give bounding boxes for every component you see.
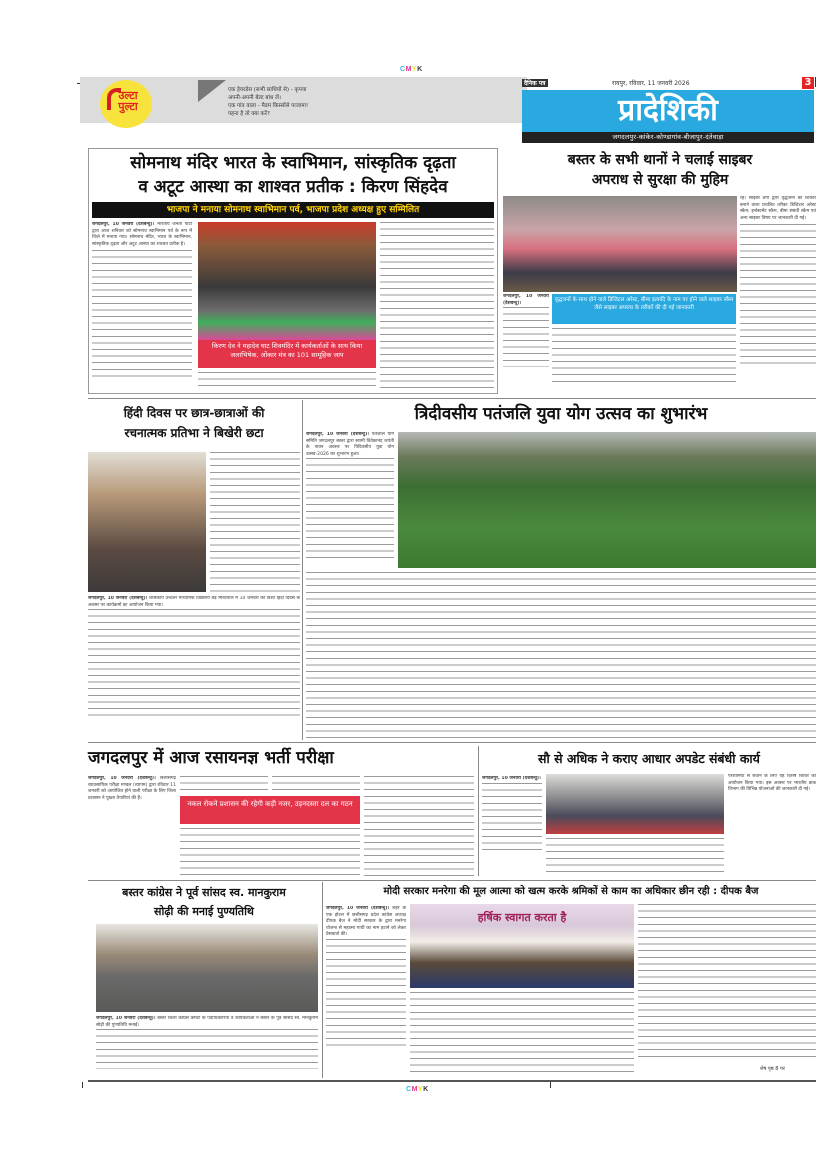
cmyk-m: M xyxy=(405,66,412,73)
cyber-dateline: जगदलपुर, 10 जनवरी (देशबन्धु)। xyxy=(503,294,549,306)
joke-line: पहना है तो क्या करें? xyxy=(228,111,270,117)
mgnrega-dateline: जगदलपुर, 10 जनवरी (देशबन्धु)। xyxy=(326,906,390,911)
exam-body xyxy=(88,776,176,876)
hindi-diwas-headline xyxy=(88,403,300,443)
page-number: 3 xyxy=(802,77,814,89)
divider xyxy=(478,746,479,876)
yoga-body-bottom xyxy=(306,572,816,740)
congress-headline xyxy=(88,883,320,921)
joke-box xyxy=(228,86,448,118)
aadhaar-dateline: जगदलपुर, 10 जनवरी (देशबन्धु)। xyxy=(482,776,541,781)
crop-mark xyxy=(82,1082,83,1088)
mgnrega-body-text: शहर के एक होटल में छत्तीसगढ़ प्रदेश कांग्रेस अध्यक्ष दीपक बैज ने मोदी सरकार के द्वारा मनरेगा योजना से महात्मा गांधी का नाम हटाने को लेकर प्रेसवार्ता की। xyxy=(326,906,406,938)
cyber-body-right xyxy=(740,196,816,381)
joke-line: एक गांव वाला - मैडम किस्सोंसे पाजामा! xyxy=(228,103,309,109)
aadhaar-body-bottom xyxy=(546,838,724,876)
crop-mark xyxy=(815,77,816,87)
divider xyxy=(88,742,816,743)
aadhaar-body-text: परेशानियों से बचाने के लिए यह विशेष शिविर का आयोजन किया गया। इस अवसर पर भारतीय डाक विभाग की विभिन्न योजनाओं की जानकारी दी गई। xyxy=(728,774,816,793)
mgnrega-photo-banner: हर्षिक स्वागत करता है xyxy=(477,911,567,924)
somnath-headline-line2: व अटूट आस्था का शाश्वत प्रतीक : किरण सिंहदेव xyxy=(138,177,448,197)
hindi-diwas-headline-line1: हिंदी दिवस पर छात्र-छात्राओं की xyxy=(123,406,265,420)
aadhaar-headline: सौ से अधिक ने कराए आधार अपडेट संबंधी कार्य xyxy=(538,751,760,766)
body-text-lines xyxy=(482,783,542,853)
cyber-headline-line1: बस्तर के सभी थानों ने चलाई साइबर xyxy=(567,152,753,168)
cyber-headline xyxy=(502,150,818,190)
congress-body-text: बस्तर जिला कांग्रेस कमेटी के पदाधिकारियों व कार्यकर्ताओं ने बस्तर के पूर्व सांसद स्व. मानकुराम सोढ़ी की पुण्यतिथि मनाई। xyxy=(96,1016,318,1028)
exam-body-col3 xyxy=(272,776,360,794)
paper-name: दैनिक पत्र xyxy=(524,80,546,87)
cmyk-mark-bottom xyxy=(406,1086,429,1093)
cmyk-c: C xyxy=(400,66,406,73)
cyber-photo xyxy=(503,196,737,292)
cyber-body-text: रहे। साइबर ठगों द्वारा वृद्धजनों को शिकार बनाने वाला प्रचलित तरीका डिजिटल अरेस्ट स्कैम, इन्वेस्टमेंट स्कैम, बीमा संबंधी स्कैम एवं अन्य साइबर विषय पर जानकारी दी गई। xyxy=(740,196,816,221)
joke-line: अपनी-अपनी बेल्ट बांध लें। xyxy=(228,95,281,101)
cmyk-k: K xyxy=(423,1086,429,1093)
congress-photo xyxy=(96,924,318,1012)
section-title: प्रादेशिकी xyxy=(522,90,814,132)
congress-headline-line1: बस्तर कांग्रेस ने पूर्व सांसद स्व. मानकुराम xyxy=(122,886,286,899)
yoga-body xyxy=(306,432,394,568)
somnath-body xyxy=(92,222,192,392)
mgnrega-headline: मोदी सरकार मनरेगा की मूल आत्मा को खत्म करके श्रमिकों से काम का अधिकार छीन रही : दीपक बैज xyxy=(383,886,759,897)
aadhaar-photo xyxy=(546,774,724,834)
somnath-subheadline: भाजपा ने मनाया सोमनाथ स्वाभिमान पर्व, भाजपा प्रदेश अध्यक्ष हुए सम्मिलित xyxy=(92,202,494,218)
divider xyxy=(302,400,303,740)
cmyk-y: Y xyxy=(411,66,418,73)
somnath-dateline: जगदलपुर, 10 जनवरी (देशबन्धु)। xyxy=(92,222,155,227)
logo-text: उल्टा पुल्टा xyxy=(118,89,138,113)
cmyk-y: Y xyxy=(417,1086,424,1093)
aadhaar-body-right xyxy=(728,774,816,876)
hindi-diwas-dateline: जगदलपुर, 10 जनवरी (देशबन्धु)। xyxy=(88,596,148,601)
mgnrega-photo xyxy=(410,904,634,988)
somnath-body-text: भारतीय जनता पार्टी द्वारा आज शनिवार को सोमनाथ स्वाभिमान पर्व के रूप में जिले में मनाया गया। सोमनाथ मंदिर, भारत के स्वाभिमान, सांस्कृतिक दृढ़ता और अटूट आस्था का शाश्वत प्रतीक है। xyxy=(92,222,192,247)
hindi-diwas-photo xyxy=(88,452,206,592)
yoga-photo xyxy=(398,432,816,568)
cyber-body-bottom xyxy=(552,328,736,384)
cmyk-m: M xyxy=(411,1086,418,1093)
somnath-body-cont xyxy=(198,372,376,392)
yoga-dateline: जगदलपुर, 10 जनवरी (देशबन्धु)। xyxy=(306,432,369,437)
body-text-lines xyxy=(88,609,300,719)
somnath-headline xyxy=(92,151,494,199)
mgnrega-body-bottom xyxy=(410,992,634,1078)
somnath-photo-caption: किरण देव ने महादेव घाट शिवमंदिर में कार्यकर्ताओं के साथ किया जलाभिषेक, ओंकार मंत्र का 101 सामूहिक जाप xyxy=(198,340,376,368)
body-text-lines xyxy=(96,1029,318,1069)
hindi-diwas-body-col2 xyxy=(210,452,300,592)
exam-body-col2 xyxy=(180,776,268,794)
exam-body-col2-bottom xyxy=(180,828,360,876)
exam-body-col4 xyxy=(364,776,474,876)
cmyk-c: C xyxy=(406,1086,412,1093)
hindi-diwas-headline-line2: रचनात्मक प्रतिभा ने बिखेरी छटा xyxy=(124,426,264,440)
body-text-lines xyxy=(326,939,406,1049)
mgnrega-body-right xyxy=(638,904,816,1060)
bottom-rule xyxy=(88,1080,816,1082)
cities-strip: जगदलपुर-कांकेर-कोण्डागांव-बीजापुर-दंतेवाड़ा xyxy=(522,132,814,143)
divider xyxy=(322,882,323,1078)
corner-triangle xyxy=(198,80,226,102)
exam-headline: जगदलपुर में आज रसायनज्ञ भर्ती परीक्षा xyxy=(88,748,334,768)
yoga-body-text: पतंजलि योग समिति जगदलपुर बस्तर द्वारा स्वामी विवेकानंद जयंती के पावन अवसर पर त्रिदिवसीय युवा योग उत्सव-2026 का शुभारंभ हुआ। xyxy=(306,432,394,457)
body-text-lines xyxy=(306,458,394,558)
exam-callout: नकल रोकने प्रशासन की रहेगी कड़ी नजर, उड़नदस्ता दल का गठन xyxy=(180,796,360,824)
cmyk-k: K xyxy=(417,66,423,73)
divider xyxy=(88,398,816,399)
cmyk-mark-top xyxy=(400,66,423,73)
somnath-headline-line1: सोमनाथ मंदिर भारत के स्वाभिमान, सांस्कृतिक दृढ़ता xyxy=(130,153,456,173)
hindi-diwas-body xyxy=(88,596,300,738)
exam-dateline: जगदलपुर, 10 जनवरी (देशबन्धु)। xyxy=(88,776,156,781)
congress-body xyxy=(96,1016,318,1076)
date-line: रायपुर, रविवार, 11 जनवरी 2026 xyxy=(612,80,690,87)
yoga-headline: त्रिदीवसीय पतंजलि युवा योग उत्सव का शुभारंभ xyxy=(414,404,708,424)
hindi-diwas-body-text: शासकीय उच्चतर माध्यमिक विद्यालय बड़े मोरठपाल में 10 जनवरी को विश्व हिंदी दिवस के अवसर पर कार्यक्रमों का आयोजन किया गया। xyxy=(88,596,300,608)
joke-line: एक हेयरडेस (सभी साथियों से) - कृपया xyxy=(228,87,307,93)
body-text-lines xyxy=(92,250,192,380)
somnath-photo xyxy=(198,222,376,340)
cyber-headline-line2: अपराध से सुरक्षा की मुहिम xyxy=(591,172,729,188)
body-text-lines xyxy=(740,224,816,364)
mgnrega-continued: शेष पृष्ठ 8 पर xyxy=(760,1066,785,1072)
congress-dateline: जगदलपुर, 10 जनवरी (देशबन्धु)। xyxy=(96,1016,156,1021)
crop-mark xyxy=(550,1082,551,1088)
cyber-highlight: वृद्धजनों के साथ होने वाले डिजिटल अरेस्ट, बीमा इत्यादि के नाम पर होने वाले साइबर स्कैम जैसे साइबर अपराध के तरीकों की दी गई जानकारी xyxy=(552,294,736,324)
somnath-body-col3 xyxy=(380,222,494,392)
cyber-body-left xyxy=(503,294,549,384)
mgnrega-body xyxy=(326,906,406,1076)
masthead-top xyxy=(522,77,814,89)
congress-headline-line2: सोढ़ी की मनाई पुण्यतिथि xyxy=(154,905,254,918)
aadhaar-body xyxy=(482,776,542,876)
body-text-lines xyxy=(503,307,549,367)
exam-body-text: छत्तीसगढ़ व्यावसायिक परीक्षा मण्डल (व्यापम) द्वारा रविवार 11 जनवरी को आयोजित होने वाली परीक्षा के लिए जिला प्रशासन ने पुख्ता तैयारियां की हैं। xyxy=(88,776,176,801)
divider xyxy=(88,880,816,881)
